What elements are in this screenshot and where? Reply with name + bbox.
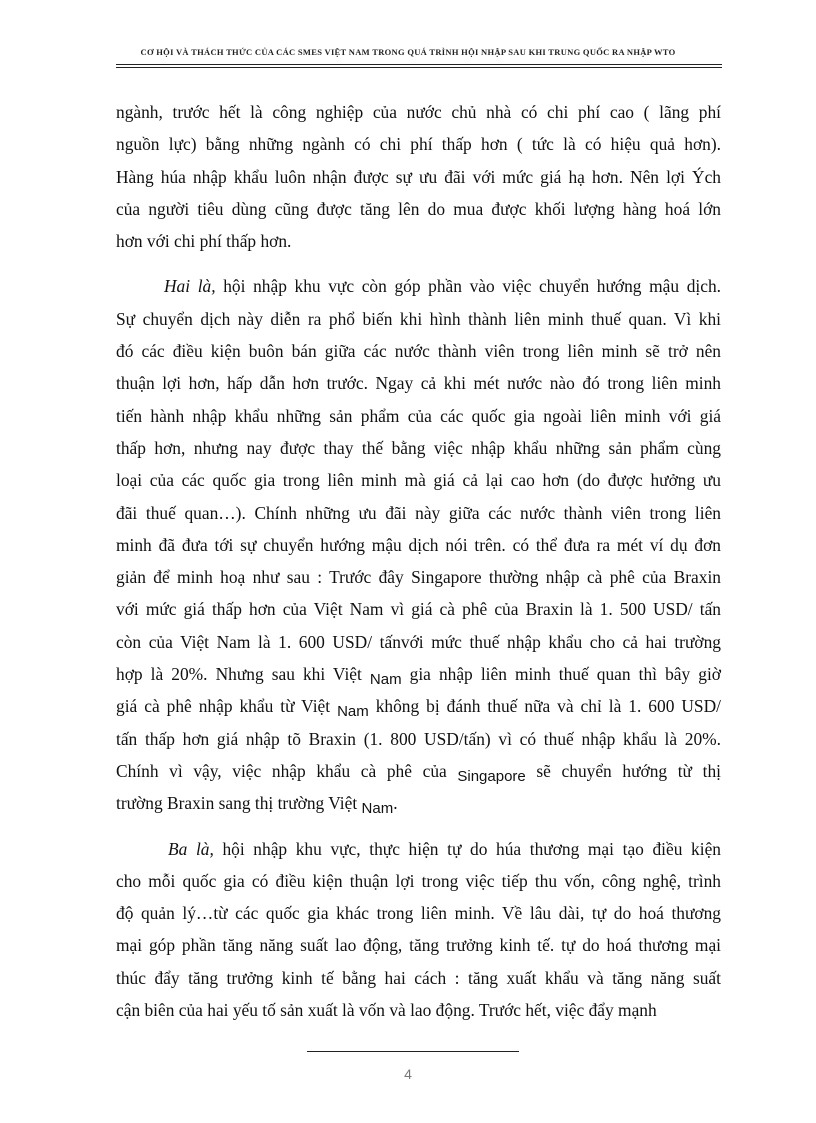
paragraph-lead: Hai là,	[164, 276, 216, 297]
text-line: độ quản lý…từ các quốc gia khác trong liên minh. Về lâu dài, tự do hoá thương	[116, 903, 721, 924]
text-line: loại của các quốc gia trong liên minh mà giá cả lại cao hơn (do được hưởng ưu	[116, 470, 721, 491]
text-line: cho mỗi quốc gia có điều kiện thuận lợi trong việc tiếp thu vốn, công nghệ, trình	[116, 870, 721, 891]
footer-rule	[307, 1051, 519, 1052]
document-body	[116, 96, 721, 1026]
text-line: thấp hơn, nhưng nay được thay thế bằng việc nhập khẩu những sản phẩm cùng	[116, 437, 721, 458]
text-line: hợp là 20%. Nhưng sau khi Việt Nam gia nhập liên minh thuế quan thì bây giờ	[116, 664, 721, 689]
text-line: mại góp phần tăng năng suất lao động, tăng trưởng kinh tế. tự do hoá thương mại	[116, 935, 721, 956]
page-number: 4	[404, 1066, 412, 1082]
text-line: minh đã đưa tới sự chuyển hướng mậu dịch nói trên. có thể đưa ra mét ví dụ đơn	[116, 534, 721, 555]
paragraph-lead: Ba là,	[168, 838, 214, 859]
text-line: hơn với chi phí thấp hơn.	[116, 231, 292, 252]
text-line: đãi thuế quan…). Chính những ưu đãi này giữa các nước thành viên trong liên	[116, 502, 721, 523]
text-line: Chính vì vậy, việc nhập khẩu cà phê của Singapore sẽ chuyển hướng từ thị	[116, 760, 721, 785]
text-line: với mức giá thấp hơn của Việt Nam vì giá cà phê của Braxin là 1. 500 USD/ tấn	[116, 599, 721, 620]
paragraph-1	[116, 96, 721, 257]
inline-word: Nam	[337, 703, 369, 721]
text-line: Sự chuyển dịch này diễn ra phổ biến khi hình thành liên minh thuế quan. Vì khi	[116, 308, 721, 329]
text-line: còn của Việt Nam là 1. 600 USD/ tấnvới mức thuế nhập khẩu cho cả hai trường	[116, 631, 721, 652]
inline-word: Nam	[369, 671, 402, 689]
header-rule-double	[116, 67, 722, 68]
paragraph-3	[116, 833, 721, 1027]
inline-word: Nam	[361, 800, 394, 818]
text-line: giá cà phê nhập khẩu từ Việt Nam không bị đánh thuế nữa và chỉ là 1. 600 USD/	[116, 696, 721, 721]
text-line: Hàng húa nhập khẩu luôn nhận được sự ưu đãi với mức giá hạ hơn. Nên lợi Ých	[116, 166, 721, 187]
text-line: nguồn lực) bằng những ngành có chi phí thấp hơn ( tức là có hiệu quả hơn).	[116, 134, 721, 155]
text-line: trường Braxin sang thị trường Việt Nam.	[116, 793, 398, 818]
text-line: Ba là, hội nhập khu vực, thực hiện tự do húa thương mại tạo điều kiện	[168, 838, 721, 859]
running-header: CƠ HỘI VÀ THÁCH THỨC CỦA CÁC SMES VIỆT NAM TRONG QUÁ TRÌNH HỘI NHẬP SAU KHI TRUNG QUỐC RA NHẬP WTO	[140, 47, 676, 57]
inline-word: Singapore	[457, 767, 526, 785]
text-line: đó các điều kiện buôn bán giữa các nước thành viên trong liên minh sẽ trở nên	[116, 341, 721, 362]
text-line: ngành, trước hết là công nghiệp của nước chủ nhà có chi phí cao ( lãng phí	[116, 102, 721, 122]
header-rule	[116, 64, 722, 65]
text-line: thuận lợi hơn, hấp dẫn hơn trước. Ngay cả khi mét nước nào đó trong liên minh	[116, 373, 721, 394]
paragraph-2	[116, 270, 721, 819]
text-line: cận biên của hai yếu tố sản xuất là vốn và lao động. Trước hết, việc đẩy mạnh	[116, 1000, 657, 1021]
text-line: Hai là, hội nhập khu vực còn góp phần vào việc chuyển hướng mậu dịch.	[164, 276, 721, 297]
text-line: của người tiêu dùng cũng được tăng lên do mua được khối lượng hàng hoá lớn	[116, 198, 721, 219]
text-line: giản để minh hoạ như sau : Trước đây Singapore thường nhập cà phê của Braxin	[116, 567, 721, 588]
text-line: tiến hành nhập khẩu những sản phẩm của các quốc gia ngoài liên minh với giá	[116, 405, 721, 426]
text-line: tấn thấp hơn giá nhập tõ Braxin (1. 800 USD/tấn) vì có thuế nhập khẩu là 20%.	[116, 728, 721, 749]
text-line: thúc đẩy tăng trưởng kinh tế bằng hai cách : tăng xuất khẩu và tăng năng suất	[116, 967, 721, 988]
